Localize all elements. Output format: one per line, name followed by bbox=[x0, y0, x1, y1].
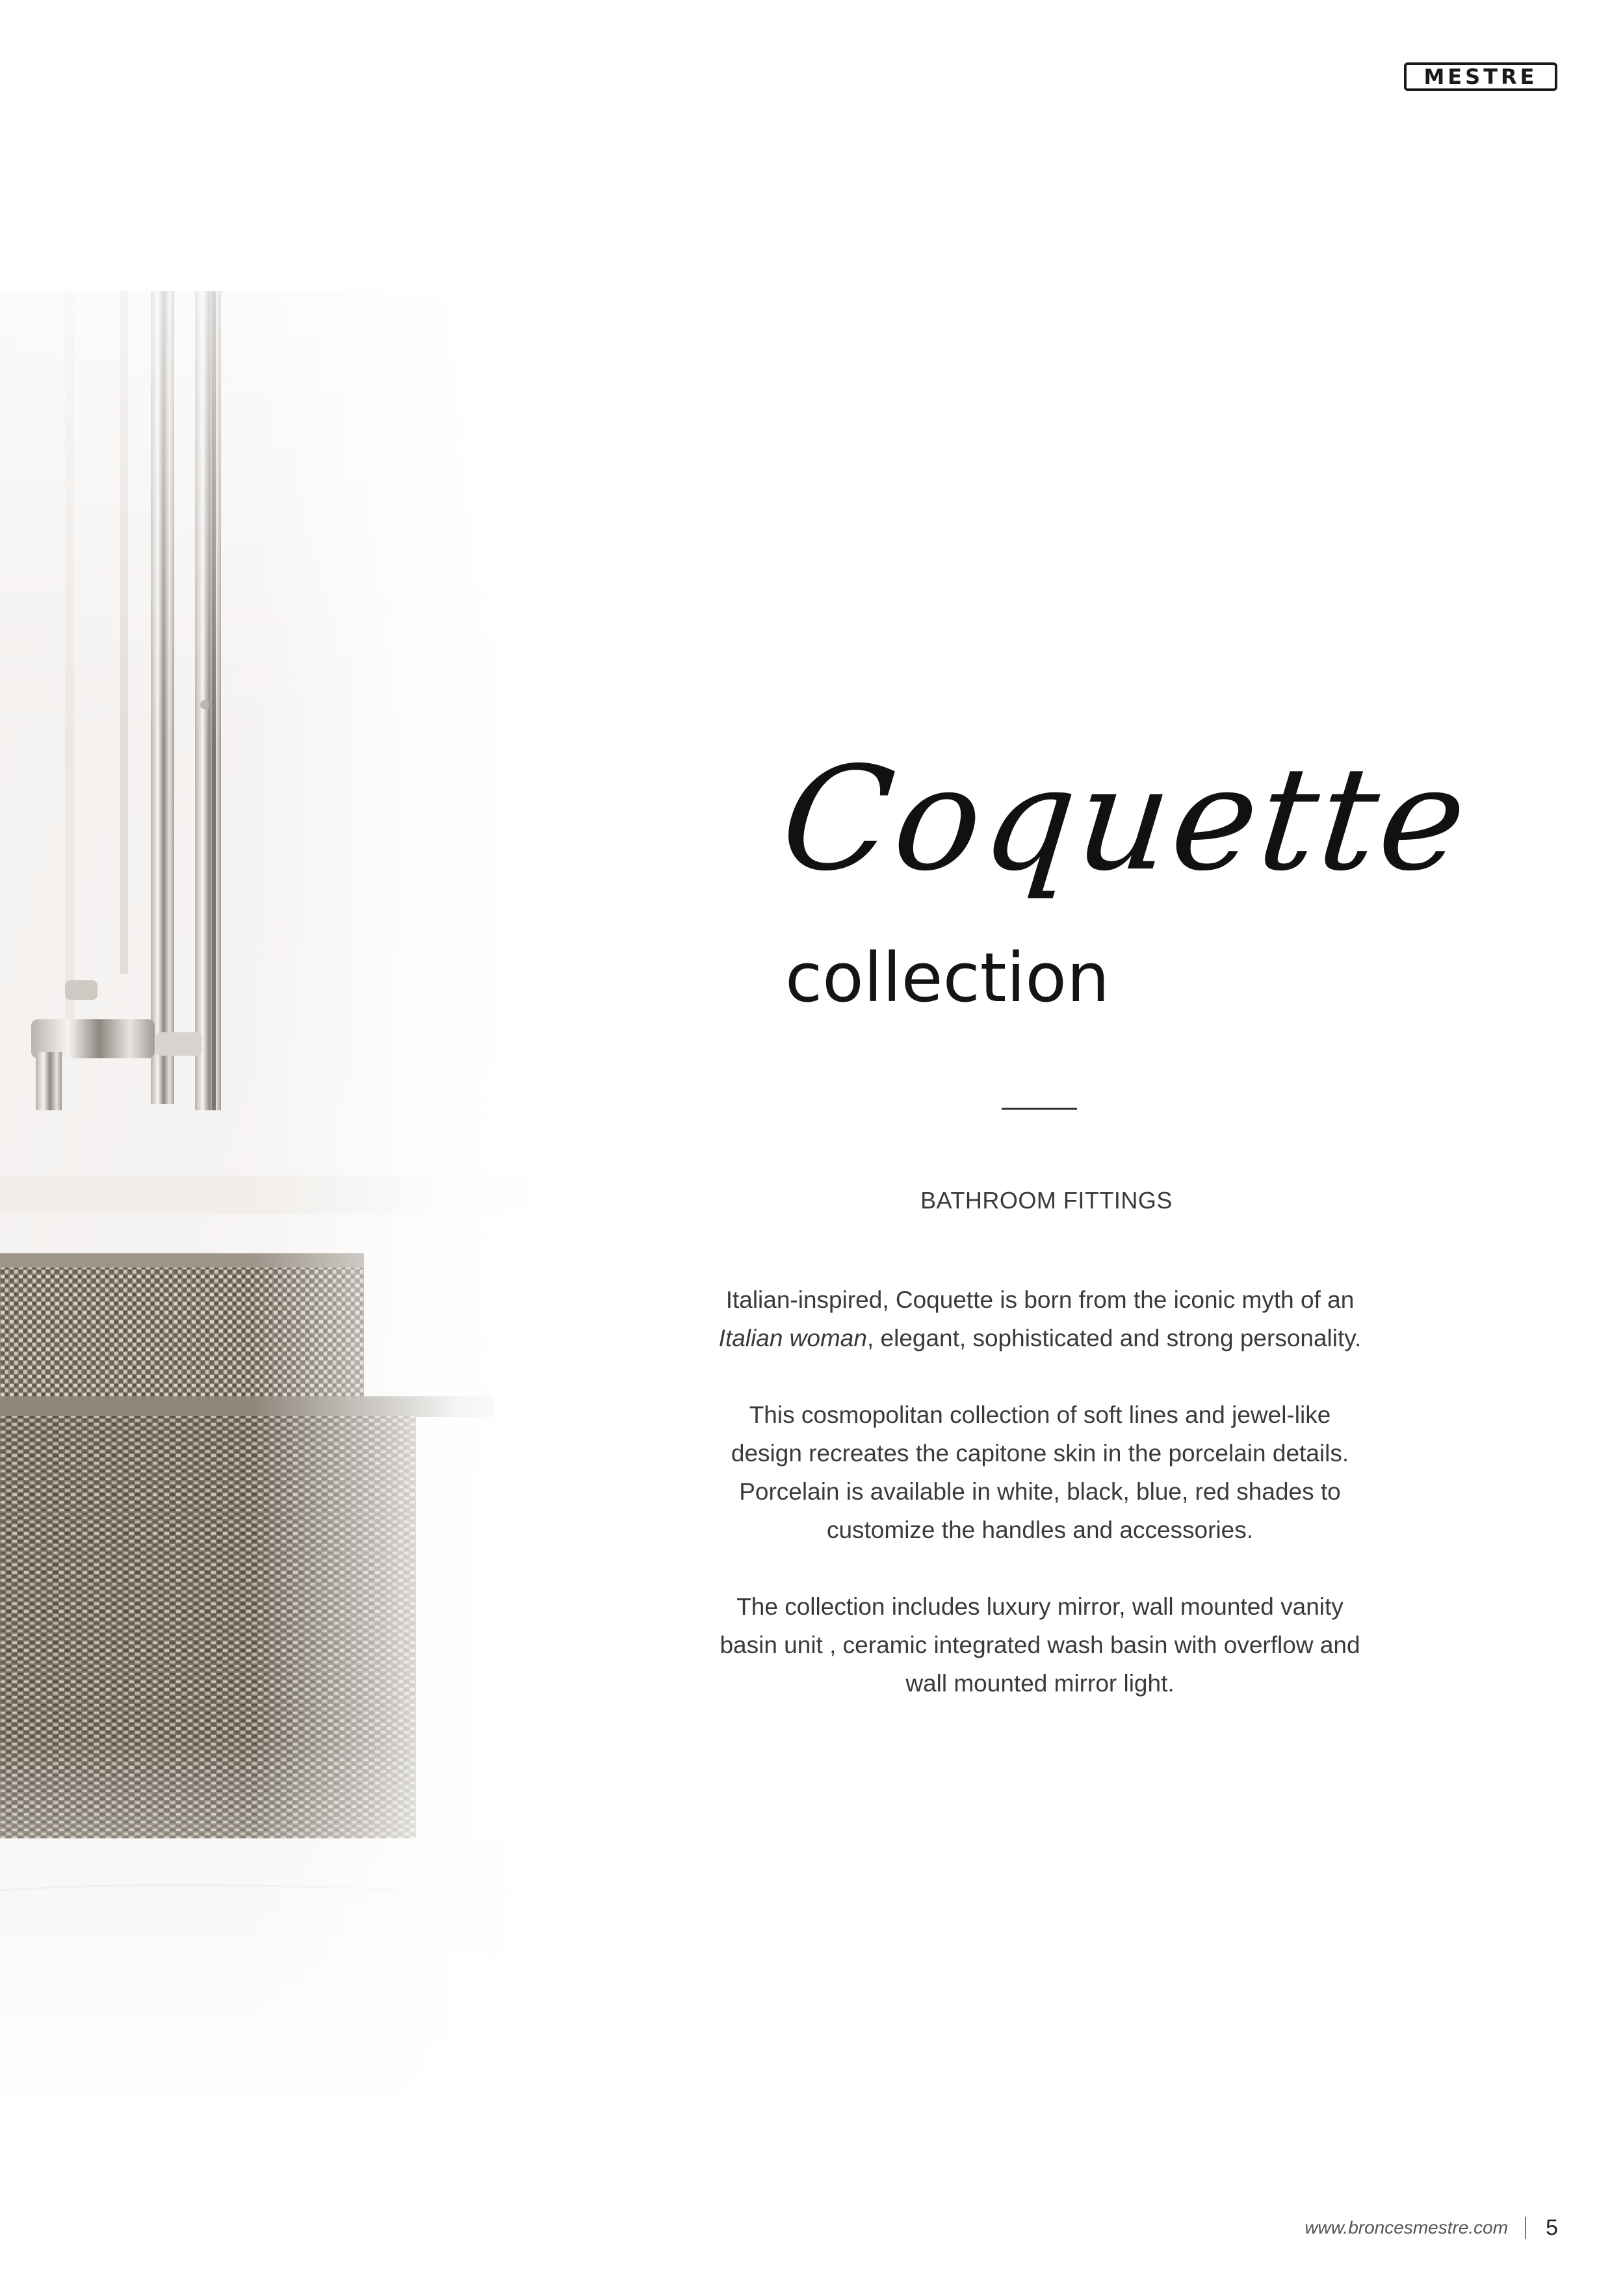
text-line: Porcelain is available in white, black, blue, red shades to bbox=[739, 1478, 1341, 1505]
text-line: The collection includes luxury mirror, wall mounted vanity bbox=[736, 1593, 1344, 1620]
collection-subtitle: collection bbox=[785, 938, 1110, 1017]
section-label: BATHROOM FITTINGS bbox=[920, 1187, 1173, 1214]
website-link[interactable]: www.broncesmestre.com bbox=[1305, 2217, 1509, 2237]
text-line bbox=[689, 1319, 1391, 1357]
description-paragraph-1 bbox=[689, 1281, 1391, 1357]
collection-title: Coquette bbox=[774, 736, 1476, 902]
page-number: 5 bbox=[1546, 2215, 1558, 2240]
italic-phrase: Italian woman bbox=[718, 1325, 867, 1351]
text-fragment: , elegant, sophisticated and strong personality. bbox=[866, 1325, 1362, 1351]
mestre-logo bbox=[1404, 62, 1557, 91]
description-paragraph-2 bbox=[689, 1396, 1391, 1549]
footer bbox=[1305, 2213, 1558, 2242]
text-line: Italian-inspired, Coquette is born from the iconic myth of an bbox=[725, 1286, 1355, 1313]
text-line: basin unit , ceramic integrated wash basin with overflow and bbox=[720, 1632, 1360, 1658]
text-line: wall mounted mirror light. bbox=[905, 1670, 1175, 1697]
footer-separator bbox=[1525, 2217, 1526, 2239]
description bbox=[689, 1281, 1391, 1702]
divider bbox=[1002, 1108, 1077, 1110]
text-line: design recreates the capitone skin in the porcelain details. bbox=[731, 1440, 1349, 1467]
description-paragraph-3 bbox=[689, 1587, 1391, 1702]
bathroom-photo bbox=[0, 291, 559, 2098]
logo-text: MESTRE bbox=[1423, 64, 1538, 89]
text-line: customize the handles and accessories. bbox=[826, 1517, 1254, 1543]
text-line: This cosmopolitan collection of soft lines and jewel-like bbox=[749, 1402, 1331, 1428]
